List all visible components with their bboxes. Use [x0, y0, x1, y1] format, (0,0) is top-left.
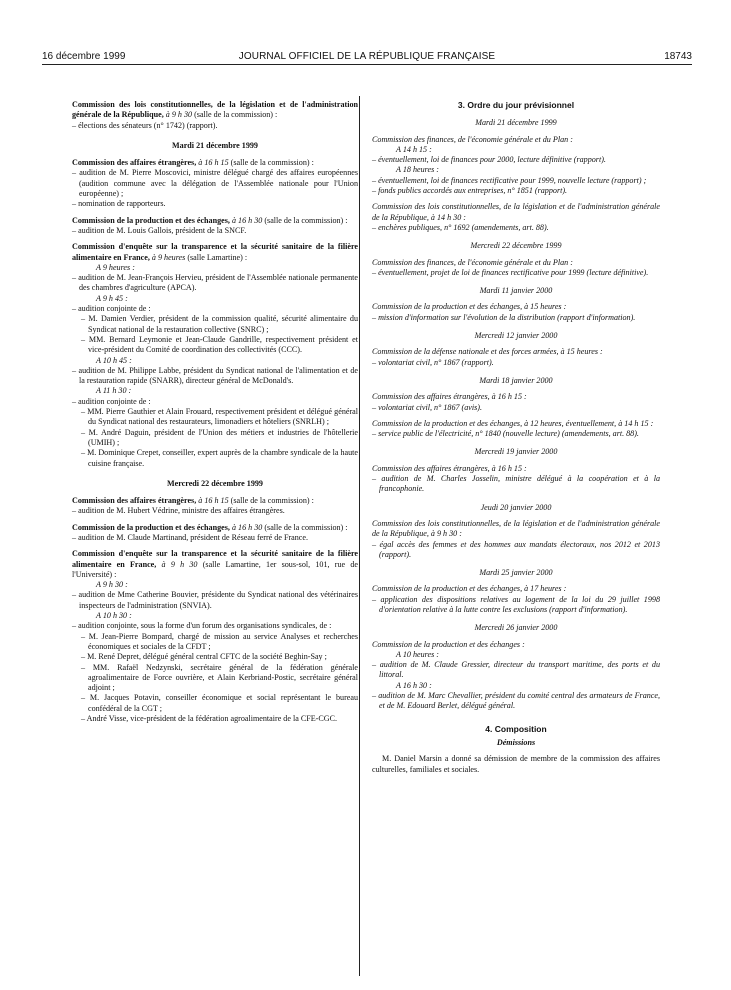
- agenda-subitem: – M. Jean-Pierre Bompard, chargé de mission au service Analyses et recherches économiques et sociales de la CFDT ;: [81, 631, 358, 651]
- header-journal-title: JOURNAL OFFICIEL DE LA RÉPUBLIQUE FRANÇAISE: [238, 51, 496, 62]
- header-page-number: 18743: [664, 51, 692, 62]
- day-heading: Jeudi 20 janvier 2000: [480, 502, 552, 512]
- commission-time: à 9 h 30: [165, 110, 193, 120]
- time-slot: A 16 h 30 :: [396, 680, 432, 690]
- time-slot: A 9 heures :: [96, 262, 135, 272]
- agenda-item: – volontariat civil, n° 1867 (avis).: [372, 402, 483, 412]
- agenda-item: – fonds publics accordés aux entreprises, n° 1851 (rapport).: [372, 186, 568, 196]
- agenda-item: – volontariat civil, n° 1867 (rapport).: [372, 357, 494, 367]
- commission-title: Commission des finances, de l'économie générale et du Plan :: [372, 257, 573, 267]
- agenda-item: – audition conjointe de :: [72, 396, 151, 406]
- agenda-item: – audition de M. Marc Chevallier, président du comité central des armateurs de France, et de M. Edouard Berlet, délégué général.: [372, 691, 660, 711]
- commission-time: à 16 h 30: [231, 522, 263, 532]
- commission-title: Commission des affaires étrangères,: [72, 496, 197, 506]
- day-heading: Mardi 11 janvier 2000: [479, 286, 553, 296]
- commission-time: à 9 heures: [151, 252, 186, 262]
- agenda-item: – audition de M. Philippe Labbe, président du Syndicat national de l'alimentation et de la restauration rapide (SNARR), directeur général de McDonald's.: [72, 365, 358, 386]
- demission-paragraph: M. Daniel Marsin a donné sa démission de membre de la commission des affaires culturelles, familiales et sociales.: [372, 754, 660, 774]
- agenda-subitem: – MM. Bernard Leymonie et Jean-Claude Gandrille, respectivement président et vice-président du Comité de coordination des collectivités (CCC).: [81, 334, 358, 355]
- agenda-subitem: – M. René Depret, délégué général central CFTC de la société Beghin-Say ;: [81, 652, 327, 662]
- time-slot: A 11 h 30 :: [96, 386, 132, 396]
- left-column: [72, 100, 358, 730]
- commission-block: [72, 100, 358, 131]
- column-divider: [359, 96, 360, 976]
- commission-title: Commission des lois constitutionnelles, de la législation et de l'administration générale de la République, à 9 h 30 :: [372, 518, 660, 539]
- commission-title: Commission des affaires étrangères, à 16 h 15 :: [372, 463, 527, 473]
- commission-title: Commission des lois constitutionnelles, de la législation et de l'administration générale de la République, à 14 h 30 :: [372, 202, 660, 222]
- right-column: [372, 100, 660, 775]
- agenda-item: – audition de M. Pierre Moscovici, ministre délégué chargé des affaires européennes (audition commune avec la délégation de l'Assemblée nationale pour l'Union européenne) ;: [72, 168, 358, 199]
- day-heading: Mercredi 22 décembre 1999: [167, 478, 263, 488]
- agenda-subitem: – André Visse, vice-président de la fédération agroalimentaire de la CFE-CGC.: [81, 714, 338, 724]
- commission-time: à 16 h 15: [198, 158, 229, 168]
- commission-block: [72, 158, 358, 209]
- commission-block: [72, 496, 358, 517]
- day-heading: Mercredi 19 janvier 2000: [474, 447, 558, 457]
- agenda-subitem: – MM. Rafaël Nedzynski, secrétaire général de la fédération générale agroalimentaire de Force ouvrière, et Alain Kerbriand-Postic, secrétaire général adjoint ;: [81, 662, 358, 693]
- agenda-item: – éventuellement, loi de finances pour 2000, lecture définitive (rapport).: [372, 155, 606, 165]
- time-slot: A 9 h 30 :: [96, 580, 128, 590]
- day-heading: Mercredi 22 décembre 1999: [470, 241, 562, 251]
- time-slot: A 10 h 45 :: [96, 355, 132, 365]
- agenda-item: – audition de M. Jean-François Hervieu, président de l'Assemblée nationale permanente des chambres d'agriculture (APCA).: [72, 273, 358, 293]
- agenda-subitem: – M. Damien Verdier, président de la commission qualité, sécurité alimentaire du Syndicat national de la restauration collective (SNRC) ;: [81, 314, 358, 334]
- agenda-item: – service public de l'électricité, n° 1840 (nouvelle lecture) (amendements, art. 88).: [372, 429, 639, 439]
- agenda-item: – élections des sénateurs (n° 1742) (rapport).: [72, 120, 218, 130]
- commission-room: (salle Lamartine, 1er sous-sol, 101, rue de l'Université) :: [72, 559, 359, 579]
- agenda-item: – audition de M. Louis Gallois, président de la SNCF.: [72, 225, 247, 235]
- commission-title: Commission d'enquête sur la transparence et la sécurité sanitaire de la filière alimentaire en France,: [72, 242, 358, 262]
- commission-room: (salle Lamartine) :: [187, 252, 248, 262]
- commission-time: à 16 h 15: [198, 496, 229, 506]
- commission-title: Commission de la production et des échanges, à 12 heures, éventuellement, à 14 h 15 :: [372, 418, 654, 428]
- section-heading: 4. Composition: [485, 723, 547, 734]
- agenda-item: – audition de M. Claude Gressier, directeur du transport maritime, des ports et du littoral.: [372, 660, 660, 680]
- day-heading: Mercredi 26 janvier 2000: [474, 623, 558, 633]
- commission-title: Commission des finances, de l'économie générale et du Plan :: [372, 134, 573, 144]
- commission-title: Commission des lois constitutionnelles, de la législation et de l'administration générale de la République,: [72, 100, 358, 120]
- day-heading: Mercredi 12 janvier 2000: [474, 331, 558, 341]
- header-rule: [42, 64, 692, 65]
- day-heading: Mardi 21 décembre 1999: [172, 140, 258, 150]
- commission-time: à 9 h 30: [161, 559, 198, 569]
- agenda-item: – enchères publiques, n° 1692 (amendements, art. 88).: [372, 222, 549, 232]
- agenda-item: – audition de M. Hubert Védrine, ministre des affaires étrangères.: [72, 506, 285, 516]
- commission-title: Commission des affaires étrangères,: [72, 158, 197, 168]
- agenda-item: – application des dispositions relatives au logement de la loi du 29 juillet 1998 d'orientation relative à la lutte contre les exclusions (rapport d'information).: [372, 594, 660, 614]
- agenda-item: – audition de M. Claude Martinand, président de Réseau ferré de France.: [72, 532, 308, 542]
- commission-title: Commission de la production et des échanges :: [372, 639, 525, 649]
- agenda-item: – audition conjointe, sous la forme d'un forum des organisations syndicales, de :: [72, 621, 332, 631]
- time-slot: A 10 heures :: [396, 649, 439, 659]
- commission-block: [72, 549, 358, 724]
- time-slot: A 10 h 30 :: [96, 611, 132, 621]
- agenda-item: – audition conjointe de :: [72, 304, 151, 314]
- agenda-item: – mission d'information sur l'évolution de la distribution (rapport d'information).: [372, 312, 636, 322]
- commission-time: à 16 h 30: [231, 215, 263, 225]
- commission-title: Commission de la production et des échanges,: [72, 215, 230, 225]
- commission-title: Commission de la production et des échanges, à 17 heures :: [372, 584, 567, 594]
- agenda-subitem: – M. Dominique Crepet, conseiller, expert auprès de la chambre syndicale de la haute cuisine française.: [81, 448, 359, 468]
- day-heading: Mardi 18 janvier 2000: [479, 375, 553, 385]
- time-slot: A 9 h 45 :: [96, 293, 128, 303]
- time-slot: A 18 heures :: [396, 165, 439, 175]
- agenda-item: – nomination de rapporteurs.: [72, 199, 166, 209]
- commission-title: Commission des affaires étrangères, à 16 h 15 :: [372, 392, 527, 402]
- agenda-item: – audition de M. Charles Josselin, ministre délégué à la coopération et à la francophonie.: [372, 474, 660, 494]
- page-header: [42, 51, 692, 65]
- commission-title: Commission de la production et des échanges,: [72, 522, 230, 532]
- commission-room: (salle de la commission) :: [230, 496, 314, 506]
- commission-block: [72, 523, 358, 544]
- agenda-item: – égal accès des femmes et des hommes aux mandats électoraux, nos 2012 et 2013 (rapport).: [372, 539, 660, 559]
- commission-room: (salle de la commission) :: [264, 522, 348, 532]
- commission-room: (salle de la commission) :: [194, 110, 278, 120]
- agenda-item: – éventuellement, projet de loi de finances rectificative pour 1999 (lecture définitive).: [372, 267, 649, 277]
- subsection-heading: Démissions: [496, 737, 536, 747]
- commission-block: [72, 216, 358, 237]
- commission-room: (salle de la commission) :: [264, 215, 348, 225]
- agenda-subitem: – M. André Daguin, président de l'Union des métiers et industries de l'hôtellerie (UMIH) ;: [81, 427, 358, 447]
- agenda-item: – audition de Mme Catherine Bouvier, présidente du Syndicat national des vétérinaires inspecteurs de l'administration (SNVIA).: [72, 590, 358, 610]
- commission-block: [72, 242, 358, 469]
- commission-title: Commission de la production et des échanges, à 15 heures :: [372, 302, 567, 312]
- agenda-subitem: – MM. Pierre Gauthier et Alain Frouard, respectivement président et délégué général du Syndicat national des restaurateurs, limonadiers et hôteliers (SNRLH) ;: [81, 407, 358, 427]
- day-heading: Mardi 21 décembre 1999: [475, 118, 557, 128]
- header-date: 16 décembre 1999: [42, 51, 126, 62]
- day-heading: Mardi 25 janvier 2000: [479, 568, 553, 578]
- time-slot: A 14 h 15 :: [396, 144, 432, 154]
- agenda-subitem: – M. Jacques Potavin, conseiller économique et social représentant le bureau confédéral de la CGT ;: [81, 693, 358, 713]
- agenda-item: – éventuellement, loi de finances rectificative pour 1999, nouvelle lecture (rapport) ;: [372, 175, 647, 185]
- commission-title: Commission de la défense nationale et des forces armées, à 15 heures :: [372, 347, 603, 357]
- commission-room: (salle de la commission) :: [230, 158, 314, 168]
- section-heading: 3. Ordre du jour prévisionnel: [457, 100, 575, 110]
- commission-title: Commission d'enquête sur la transparence et la sécurité sanitaire de la filière alimentaire en France,: [72, 549, 358, 569]
